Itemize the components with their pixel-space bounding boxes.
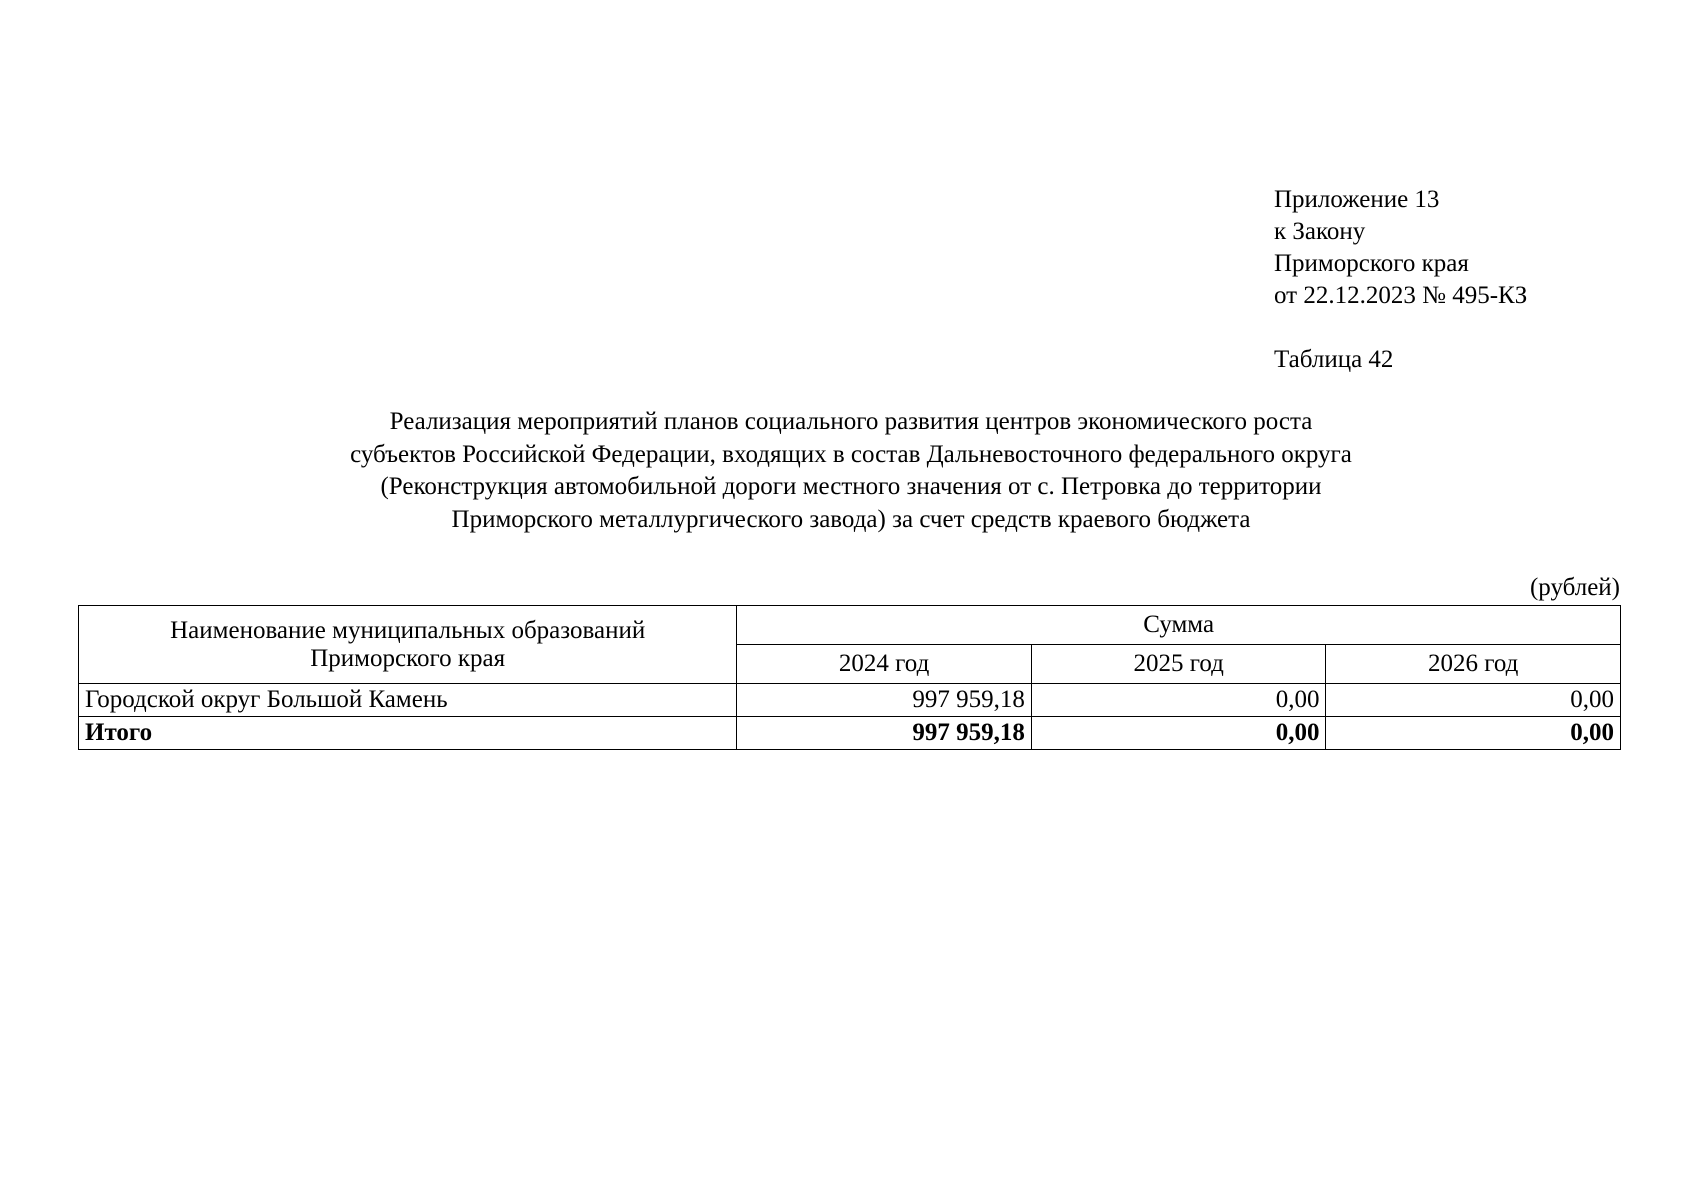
total-value-2026: 0,00	[1326, 717, 1621, 750]
table-number: Таблица 42	[1274, 346, 1394, 373]
header-municipality-line-1: Наименование муниципальных образований	[170, 616, 646, 644]
table-header-row	[79, 606, 1621, 645]
row-value-2025: 0,00	[1031, 684, 1326, 717]
title-line-3: (Реконструкция автомобильной дороги местного значения от с. Петровка до территории	[380, 473, 1322, 500]
header-municipality-line-2: Приморского края	[310, 644, 506, 672]
header-year-2025: 2025 год	[1031, 645, 1326, 684]
annex-line-appendix: Приложение 13	[1274, 186, 1440, 213]
total-label: Итого	[79, 717, 737, 750]
table-row	[79, 684, 1621, 717]
budget-table	[78, 605, 1621, 750]
title-line-1: Реализация мероприятий планов социального развития центров экономического роста	[389, 408, 1313, 435]
total-value-2024: 997 959,18	[737, 717, 1032, 750]
total-value-2025: 0,00	[1031, 717, 1326, 750]
header-municipality	[79, 606, 737, 684]
units-label: (рублей)	[1529, 574, 1620, 601]
header-year-2026: 2026 год	[1326, 645, 1621, 684]
annex-line-region: Приморского края	[1274, 250, 1469, 277]
row-value-2026: 0,00	[1326, 684, 1621, 717]
row-municipality-name: Городской округ Большой Камень	[79, 684, 737, 717]
header-year-2024: 2024 год	[737, 645, 1032, 684]
annex-block	[1274, 184, 1527, 312]
table-total-row	[79, 717, 1621, 750]
annex-line-law: к Закону	[1274, 218, 1366, 245]
row-value-2024: 997 959,18	[737, 684, 1032, 717]
header-sum: Сумма	[737, 606, 1621, 645]
document-title	[80, 406, 1622, 536]
title-line-2: субъектов Российской Федерации, входящих в состав Дальневосточного федерального округа	[350, 440, 1352, 468]
annex-line-date-number: от 22.12.2023 № 495-КЗ	[1274, 282, 1528, 309]
title-line-4: Приморского металлургического завода) за счет средств краевого бюджета	[451, 505, 1251, 533]
